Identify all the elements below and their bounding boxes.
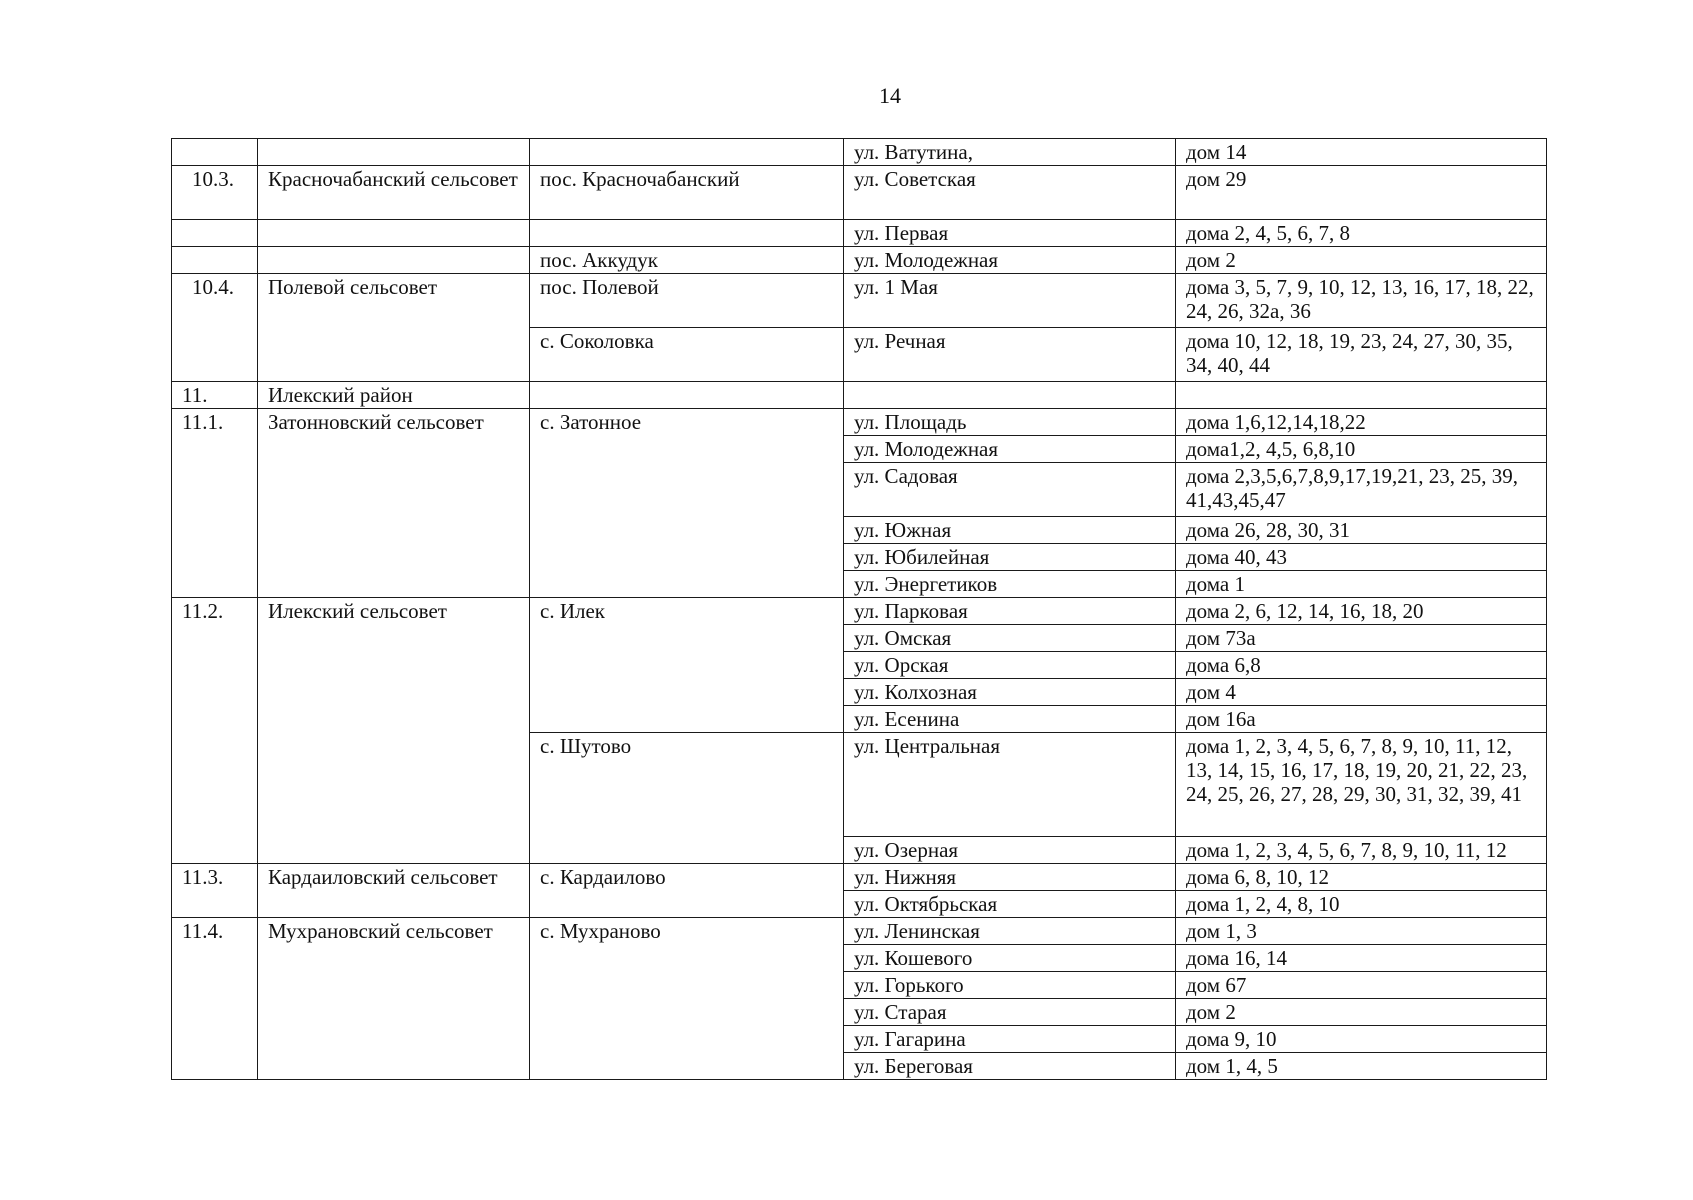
cell-houses: дом 1, 4, 5 [1176,1053,1547,1080]
cell-settlement: с. Мухраново [530,918,844,1080]
cell-houses: дом 2 [1176,247,1547,274]
cell-council: Илекский сельсовет [258,598,530,864]
cell-houses [1176,382,1547,409]
cell-settlement: пос. Полевой [530,274,844,328]
cell-street: ул. Южная [844,517,1176,544]
cell-street: ул. Юбилейная [844,544,1176,571]
cell-houses: дом 1, 3 [1176,918,1547,945]
cell-street: ул. Центральная [844,733,1176,837]
cell-council: Илекский район [258,382,530,409]
cell-number [172,220,258,247]
cell-houses: дома 3, 5, 7, 9, 10, 12, 13, 16, 17, 18, 22, 24, 26, 32а, 36 [1176,274,1547,328]
table-row [172,166,1547,220]
cell-houses: дома 1 [1176,571,1547,598]
cell-settlement: с. Илек [530,598,844,733]
cell-settlement [530,139,844,166]
cell-settlement [530,382,844,409]
page-number: 14 [879,83,901,108]
cell-houses: дома 2, 6, 12, 14, 16, 18, 20 [1176,598,1547,625]
cell-houses: дома 40, 43 [1176,544,1547,571]
table-row [172,220,1547,247]
cell-settlement: с. Соколовка [530,328,844,382]
cell-houses: дома 26, 28, 30, 31 [1176,517,1547,544]
table-row [172,409,1547,436]
cell-street: ул. Октябрьская [844,891,1176,918]
cell-number [172,139,258,166]
cell-houses: дома 1,6,12,14,18,22 [1176,409,1547,436]
cell-houses: дома 6,8 [1176,652,1547,679]
table-row [172,918,1547,945]
cell-houses: дом 4 [1176,679,1547,706]
cell-houses: дома1,2, 4,5, 6,8,10 [1176,436,1547,463]
cell-street: ул. Есенина [844,706,1176,733]
cell-number: 10.4. [172,274,258,382]
cell-street: ул. Советская [844,166,1176,220]
table-row [172,598,1547,625]
cell-street: ул. Энергетиков [844,571,1176,598]
cell-street: ул. Ватутина, [844,139,1176,166]
cell-houses: дома 1, 2, 3, 4, 5, 6, 7, 8, 9, 10, 11, 12, 13, 14, 15, 16, 17, 18, 19, 20, 21, 22, 23, 24, 25, 26, 27, 28, 29, 30, 31, 32, 39, 41 [1176,733,1547,837]
cell-street: ул. Омская [844,625,1176,652]
cell-street: ул. 1 Мая [844,274,1176,328]
cell-street: ул. Речная [844,328,1176,382]
cell-street: ул. Кошевого [844,945,1176,972]
cell-number: 11. [172,382,258,409]
cell-houses: дом 67 [1176,972,1547,999]
address-table [171,138,1547,1080]
table-row [172,382,1547,409]
table-row [172,247,1547,274]
cell-street: ул. Береговая [844,1053,1176,1080]
cell-number: 11.4. [172,918,258,1080]
table-row [172,139,1547,166]
cell-settlement: с. Шутово [530,733,844,864]
cell-council: Затонновский сельсовет [258,409,530,598]
cell-council [258,139,530,166]
cell-number [172,247,258,274]
cell-houses: дом 14 [1176,139,1547,166]
cell-houses: дом 2 [1176,999,1547,1026]
cell-street: ул. Озерная [844,837,1176,864]
cell-council: Красночабанский сельсовет [258,166,530,220]
cell-street: ул. Орская [844,652,1176,679]
cell-street: ул. Первая [844,220,1176,247]
cell-houses: дом 73а [1176,625,1547,652]
table-row [172,864,1547,891]
table-row [172,274,1547,328]
cell-number: 11.3. [172,864,258,918]
cell-settlement: пос. Аккудук [530,247,844,274]
cell-settlement: с. Затонное [530,409,844,598]
cell-houses: дома 2, 4, 5, 6, 7, 8 [1176,220,1547,247]
cell-council [258,220,530,247]
cell-number: 11.1. [172,409,258,598]
cell-street: ул. Парковая [844,598,1176,625]
cell-street: ул. Площадь [844,409,1176,436]
cell-houses: дома 9, 10 [1176,1026,1547,1053]
cell-council [258,247,530,274]
cell-council: Кардаиловский сельсовет [258,864,530,918]
cell-street: ул. Молодежная [844,436,1176,463]
cell-street: ул. Садовая [844,463,1176,517]
cell-houses: дома 6, 8, 10, 12 [1176,864,1547,891]
cell-houses: дома 1, 2, 4, 8, 10 [1176,891,1547,918]
cell-street: ул. Гагарина [844,1026,1176,1053]
cell-houses: дома 1, 2, 3, 4, 5, 6, 7, 8, 9, 10, 11, 12 [1176,837,1547,864]
cell-street: ул. Горького [844,972,1176,999]
cell-council: Полевой сельсовет [258,274,530,382]
cell-street [844,382,1176,409]
cell-houses: дома 2,3,5,6,7,8,9,17,19,21, 23, 25, 39, 41,43,45,47 [1176,463,1547,517]
cell-street: ул. Молодежная [844,247,1176,274]
cell-street: ул. Нижняя [844,864,1176,891]
cell-number: 10.3. [172,166,258,220]
cell-settlement: пос. Красночабанский [530,166,844,220]
cell-houses: дома 16, 14 [1176,945,1547,972]
cell-street: ул. Старая [844,999,1176,1026]
cell-houses: дом 16а [1176,706,1547,733]
cell-street: ул. Колхозная [844,679,1176,706]
cell-council: Мухрановский сельсовет [258,918,530,1080]
cell-settlement: с. Кардаилово [530,864,844,918]
cell-street: ул. Ленинская [844,918,1176,945]
cell-number: 11.2. [172,598,258,864]
cell-settlement [530,220,844,247]
cell-houses: дом 29 [1176,166,1547,220]
cell-houses: дома 10, 12, 18, 19, 23, 24, 27, 30, 35, 34, 40, 44 [1176,328,1547,382]
